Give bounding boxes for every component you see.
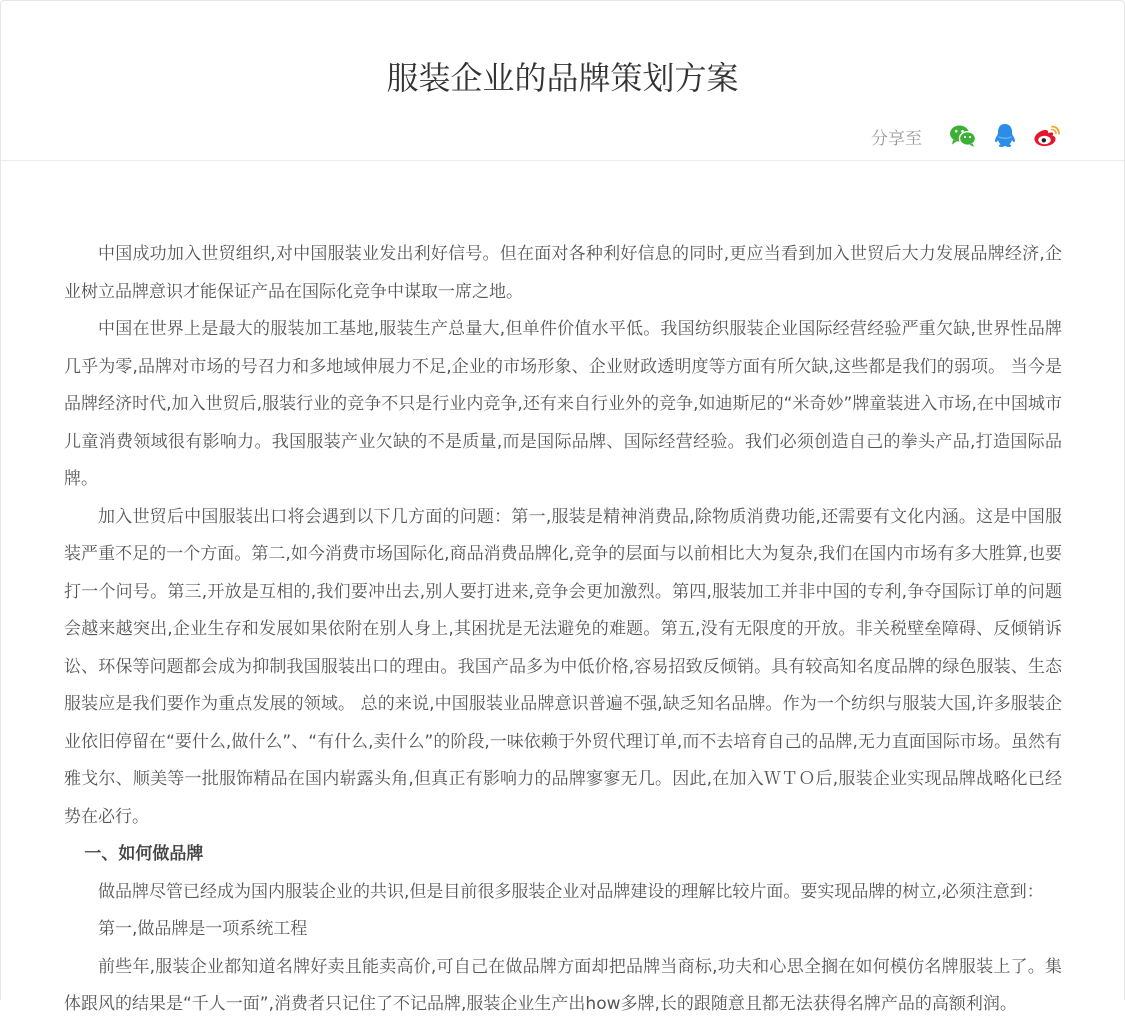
weibo-icon[interactable] [1032, 121, 1062, 151]
paragraph: 加入世贸后中国服装出口将会遇到以下几方面的问题：第一,服装是精神消费品,除物质消费功能,还需要有文化内涵。这是中国服装严重不足的一个方面。第二,如今消费市场国际化,商品消费品牌化,竞争的层面与以前相比大为复杂,我们在国内市场有多大胜算,也要打一个问号。第三,开放是互相的,我们要冲出去,别人要打进来,竞争会更加激烈。第四,服装加工并非中国的专利,争夺国际订单的问题会越来越突出,企业生存和发展如果依附在别人身上,其困扰是无法避免的难题。第五,没有无限度的开放。非关税壁垒障碍、反倾销诉讼、环保等问题都会成为抑制我国服装出口的理由。我国产品多为中低价格,容易招致反倾销。具有较高知名度品牌的绿色服装、生态服装应是我们要作为重点发展的领域。 总的来说,中国服装业品牌意识普遍不强,缺乏知名品牌。作为一个纺织与服装大国,许多服装企业依旧停留在“要什么,做什么”、“有什么,卖什么”的阶段,一味依赖于外贸代理订单,而不去培育自己的品牌,无力直面国际市场。虽然有雅戈尔、顺美等一批服饰精品在国内崭露头角,但真正有影响力的品牌寥寥无几。因此,在加入ＷＴＯ后,服装企业实现品牌战略化已经势在必行。 [64, 506, 1062, 827]
article-body [64, 236, 1062, 1024]
share-label: 分享至 [871, 128, 922, 149]
paragraph: 中国成功加入世贸组织,对中国服装业发出利好信号。但在面对各种利好信息的同时,更应当看到加入世贸后大力发展品牌经济,企业树立品牌意识才能保证产品在国际化竞争中谋取一席之地。 [64, 244, 1062, 302]
paragraph: 前些年,服装企业都知道名牌好卖且能卖高价,可自己在做品牌方面却把品牌当商标,功夫和心思全搁在如何模仿名牌服装上了。集体跟风的结果是“千人一面”,消费者只记住了不记品牌,服装企业生产出how多牌,长的跟随意且都无法获得名牌产品的高额利润。 [64, 956, 1062, 1014]
paragraph: 第一,做品牌是一项系统工程 [98, 919, 308, 939]
qq-icon[interactable] [990, 121, 1020, 151]
share-bar [871, 121, 1062, 151]
paragraph: 做品牌尽管已经成为国内服装企业的共识,但是目前很多服装企业对品牌建设的理解比较片面。要实现品牌的树立,必须注意到： [98, 881, 1044, 902]
article-header [1, 1, 1124, 161]
section-heading: 一、如何做品牌 [84, 844, 204, 864]
article-title: 服装企业的品牌策划方案 [386, 59, 739, 97]
paragraph: 中国在世界上是最大的服装加工基地,服装生产总量大,但单件价值水平低。我国纺织服装企业国际经营经验严重欠缺,世界性品牌几乎为零,品牌对市场的号召力和多地域伸展力不足,企业的市场形象、企业财政透明度等方面有所欠缺,这些都是我们的弱项。 当今是品牌经济时代,加入世贸后,服装行业的竞争不只是行业内竞争,还有来自行业外的竞争,如迪斯尼的“米奇妙”牌童装进入市场,在中国城市儿童消费领域很有影响力。我国服装产业欠缺的不是质量,而是国际品牌、国际经营经验。我们必须创造自己的拳头产品,打造国际品牌。 [64, 319, 1062, 489]
wechat-icon[interactable] [948, 121, 978, 151]
